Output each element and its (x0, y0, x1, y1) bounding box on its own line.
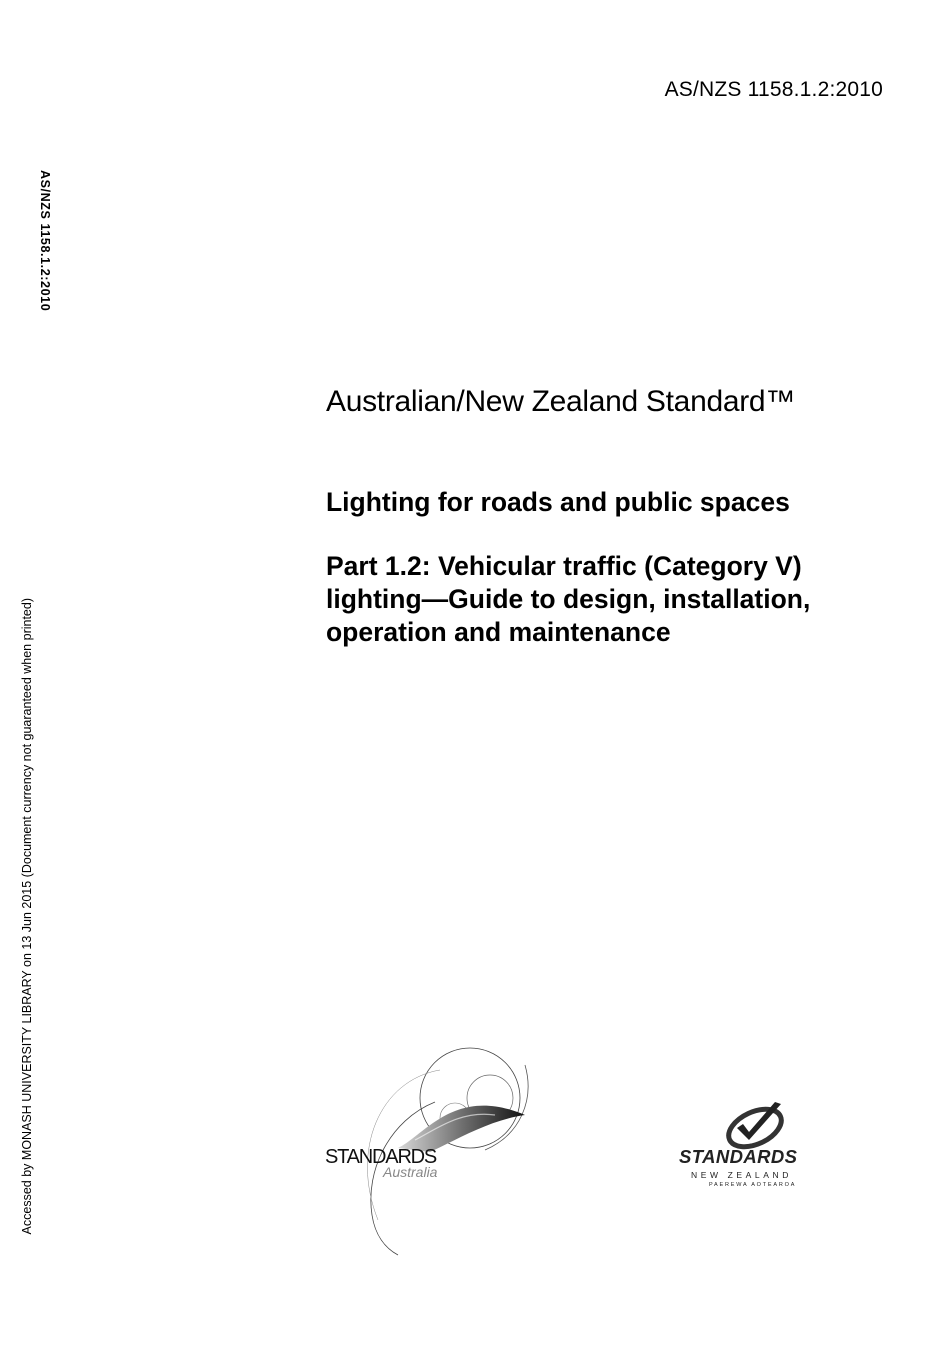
standards-nz-logo (675, 1100, 835, 1200)
access-note: Accessed by MONASH UNIVERSITY LIBRARY on 13 Jun 2015 (Document currency not guaranteed when printed) (20, 598, 34, 1235)
checkmark-swoosh-icon (675, 1100, 835, 1150)
subtitle-line: Part 1.2: Vehicular traffic (Category V) (326, 551, 802, 581)
standard-type: Australian/New Zealand Standard™ (326, 385, 795, 418)
document-subtitle (326, 550, 906, 649)
subtitle-line: operation and maintenance (326, 617, 671, 647)
standards-nz-country: NEW ZEALAND (691, 1170, 792, 1180)
document-title: Lighting for roads and public spaces (326, 487, 790, 517)
standards-nz-maori-name: PAEREWA AOTEAROA (709, 1182, 797, 1188)
standards-australia-wordmark: STANDARDS (325, 1146, 437, 1168)
spine-standard-number: AS/NZS 1158.1.2:2010 (38, 170, 52, 312)
standards-nz-wordmark: STANDARDS (679, 1146, 798, 1167)
subtitle-line: lighting—Guide to design, installation, (326, 584, 811, 614)
standards-australia-subtitle: Australia (383, 1164, 438, 1180)
standard-number: AS/NZS 1158.1.2:2010 (664, 78, 883, 101)
standards-australia-logo (320, 1040, 540, 1260)
